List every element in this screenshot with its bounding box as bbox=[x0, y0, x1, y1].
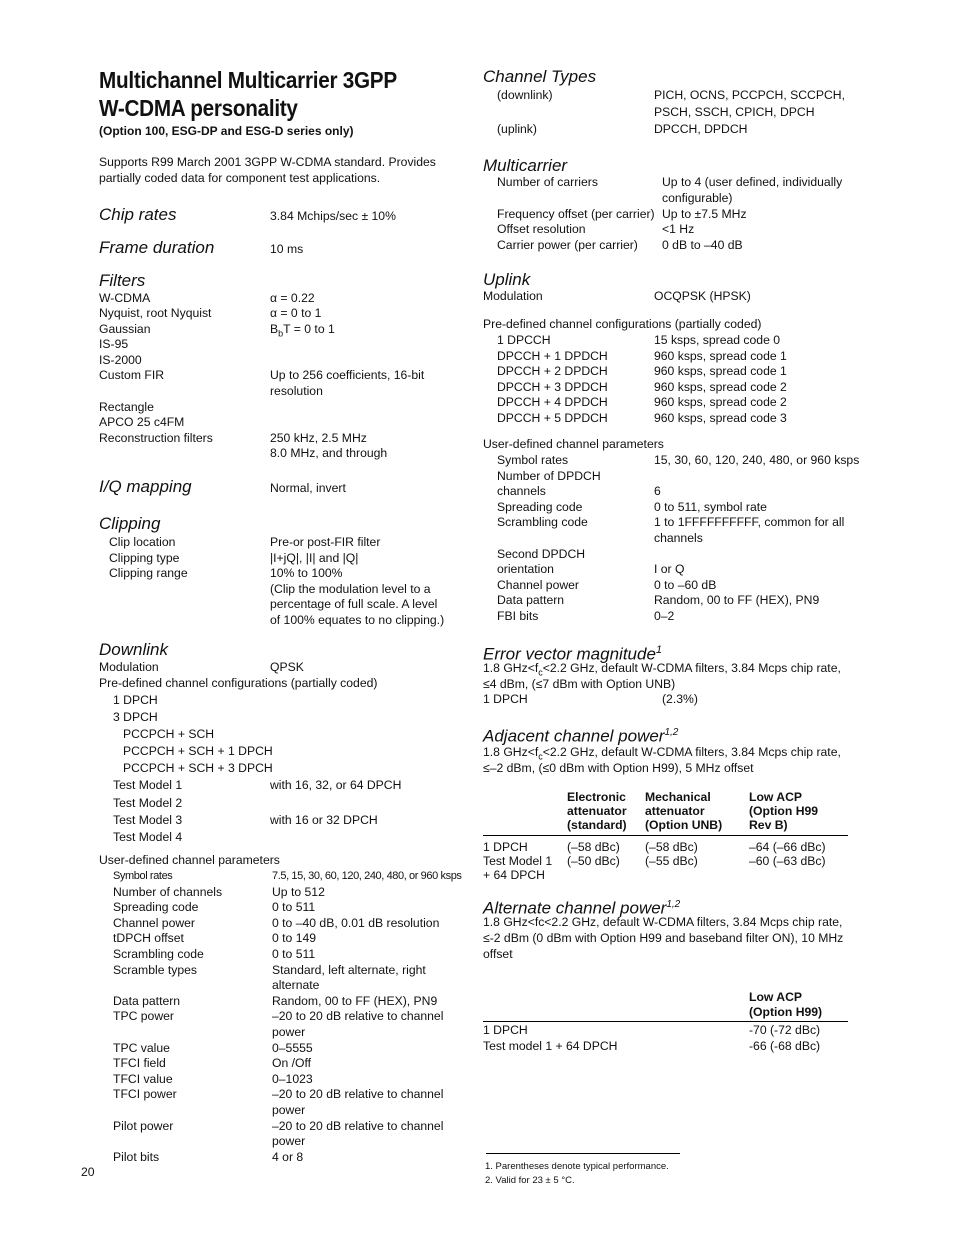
intro-text: Supports R99 March 2001 3GPP W-CDMA standard. Provides bbox=[99, 155, 436, 169]
downlink-config-row-label: Test Model 2 bbox=[113, 796, 183, 810]
multicarrier-row-value: Up to ±7.5 MHz bbox=[662, 207, 747, 221]
uplink-param-row-label: Scrambling code bbox=[497, 515, 588, 530]
downlink-param-row-label: TFCI field bbox=[113, 1056, 166, 1071]
downlink-predef-label: Pre-defined channel configurations (partially coded) bbox=[99, 676, 378, 690]
uplink-config-row-label: DPCCH + 1 DPDCH bbox=[497, 348, 608, 363]
channel-type-row-value: DPCCH, DPDCH bbox=[654, 122, 748, 136]
evm-conditions: ≤4 dBm, (≤7 dBm with Option UNB) bbox=[483, 677, 676, 691]
downlink-param-row-label: Number of channels bbox=[113, 884, 223, 899]
acp-col-header: Low ACP bbox=[749, 790, 803, 804]
uplink-param-row-label: Number of DPDCH bbox=[497, 468, 601, 483]
filter-row-value: Up to 256 coefficients, 16-bit bbox=[270, 368, 425, 382]
downlink-param-row-value: –20 to 20 dB relative to channel bbox=[272, 1009, 444, 1024]
uplink-param-row-label: Channel power bbox=[497, 577, 579, 592]
multicarrier-row-label: Carrier power (per carrier) bbox=[497, 238, 638, 252]
channel-type-row-value: PICH, OCNS, PCCPCH, SCCPCH, bbox=[654, 88, 845, 102]
downlink-config-row-label: PCCPCH + SCH bbox=[123, 727, 215, 741]
frame-duration-heading: Frame duration bbox=[99, 238, 215, 257]
uplink-param-row-label: Second DPDCH bbox=[497, 546, 586, 561]
downlink-modulation-label: Modulation bbox=[99, 660, 159, 674]
footnote: 1. Parentheses denote typical performance. bbox=[485, 1161, 669, 1172]
clipping-row-label: Clip location bbox=[109, 535, 176, 549]
clipping-row-label: Clipping type bbox=[109, 550, 180, 565]
multicarrier-heading: Multicarrier bbox=[483, 156, 568, 175]
uplink-param-row-value: 0–2 bbox=[654, 609, 675, 623]
filter-row-label: Rectangle bbox=[99, 400, 154, 414]
alt-cp-col-header: Low ACP bbox=[749, 990, 803, 1004]
downlink-heading: Downlink bbox=[99, 640, 168, 659]
alt-cp-cell: 1 DPCH bbox=[483, 1023, 528, 1037]
uplink-config-row-value: 960 ksps, spread code 2 bbox=[654, 379, 787, 394]
downlink-param-row-value: 7.5, 15, 30, 60, 120, 240, 480, or 960 ksps bbox=[272, 870, 462, 882]
downlink-param-row-value: alternate bbox=[272, 978, 320, 993]
uplink-param-row-label: orientation bbox=[497, 562, 554, 577]
acp-cell: –64 (–66 dBc) bbox=[749, 840, 826, 854]
downlink-userdef-label: User-defined channel parameters bbox=[99, 853, 280, 867]
downlink-param-row-label: TFCI value bbox=[113, 1071, 173, 1086]
downlink-param-row-label: Scramble types bbox=[113, 962, 197, 977]
clipping-row-value: Pre-or post-FIR filter bbox=[270, 535, 381, 549]
filter-row-label: IS-95 bbox=[99, 337, 129, 351]
uplink-param-row-label: Data pattern bbox=[497, 593, 565, 608]
multicarrier-row-value: <1 Hz bbox=[662, 222, 695, 236]
downlink-modulation-value: QPSK bbox=[270, 660, 304, 674]
acp-cell: (–58 dBc) bbox=[567, 840, 620, 854]
filter-row-label: W-CDMA bbox=[99, 291, 151, 305]
alt-cp-cell: -66 (-68 dBc) bbox=[749, 1039, 821, 1053]
channel-type-row-value: PSCH, SSCH, CPICH, DPCH bbox=[654, 105, 815, 119]
uplink-param-row-value: Random, 00 to FF (HEX), PN9 bbox=[654, 593, 820, 608]
multicarrier-row-value: configurable) bbox=[662, 191, 733, 205]
acp-col-header: Electronic bbox=[567, 790, 626, 804]
acp-heading: Adjacent channel power$^{1,2}$ bbox=[483, 726, 679, 746]
downlink-config-row-label: Test Model 3 bbox=[113, 813, 183, 827]
uplink-param-row-value: channels bbox=[654, 531, 703, 545]
uplink-param-row-value: 6 bbox=[654, 484, 661, 499]
uplink-param-row-label: Spreading code bbox=[497, 499, 583, 514]
acp-cell: (–58 dBc) bbox=[645, 840, 698, 854]
clipping-row-value: (Clip the modulation level to a bbox=[270, 581, 431, 596]
downlink-config-row-value: with 16, 32, or 64 DPCH bbox=[270, 778, 402, 792]
page-subtitle: (Option 100, ESG-DP and ESG-D series only) bbox=[99, 124, 354, 138]
filters-heading: Filters bbox=[99, 271, 146, 290]
acp-col-header: (standard) bbox=[567, 818, 627, 832]
alt-cp-conditions: 1.8 GHz<fc<2.2 GHz, default W-CDMA filters, 3.84 Mcps chip rate, bbox=[483, 915, 843, 929]
uplink-userdef-label: User-defined channel parameters bbox=[483, 437, 664, 451]
downlink-param-row-label: Pilot bits bbox=[113, 1149, 160, 1164]
filter-row-value: $B_bT = 0$ to 1 bbox=[270, 322, 335, 339]
downlink-param-row-label: TPC power bbox=[113, 1009, 174, 1024]
downlink-param-row-value: Up to 512 bbox=[272, 884, 325, 899]
acp-cell: (–55 dBc) bbox=[645, 854, 698, 868]
chip-rates-heading: Chip rates bbox=[99, 205, 177, 224]
downlink-param-row-value: power bbox=[272, 1103, 306, 1117]
filter-row-label: IS-2000 bbox=[99, 353, 142, 367]
downlink-param-row-value: 0 to –40 dB, 0.01 dB resolution bbox=[272, 915, 440, 930]
acp-col-header: attenuator bbox=[567, 804, 627, 818]
alt-cp-cell: Test model 1 + 64 DPCH bbox=[483, 1039, 618, 1053]
downlink-param-row-label: TPC value bbox=[113, 1040, 170, 1055]
multicarrier-row-label: Number of carriers bbox=[497, 175, 598, 189]
clipping-row-value: percentage of full scale. A level bbox=[270, 597, 438, 612]
downlink-config-row-label: PCCPCH + SCH + 1 DPCH bbox=[123, 744, 273, 758]
uplink-heading: Uplink bbox=[483, 270, 531, 289]
filter-row-value: resolution bbox=[270, 384, 323, 398]
downlink-config-row-value: with 16 or 32 DPCH bbox=[270, 813, 378, 827]
uplink-config-row-label: 1 DPCCH bbox=[497, 333, 551, 347]
alt-cp-conditions: ≤-2 dBm (0 dBm with Option H99 and baseband filter ON), 10 MHz bbox=[483, 931, 844, 945]
downlink-param-row-label: Channel power bbox=[113, 915, 195, 930]
evm-heading: Error vector magnitude$^1$ bbox=[483, 644, 663, 664]
acp-cell: Test Model 1 bbox=[483, 854, 553, 868]
uplink-modulation-label: Modulation bbox=[483, 289, 543, 303]
downlink-param-row-label: Pilot power bbox=[113, 1118, 174, 1133]
uplink-param-row-label: Symbol rates bbox=[497, 453, 569, 467]
alt-cp-cell: -70 (-72 dBc) bbox=[749, 1023, 821, 1037]
acp-col-header: Mechanical bbox=[645, 790, 711, 804]
acp-cell: –60 (–63 dBc) bbox=[749, 854, 826, 868]
uplink-param-row-value: 0 to 511, symbol rate bbox=[654, 499, 767, 514]
downlink-param-row-label: Scrambling code bbox=[113, 947, 204, 961]
filter-row-value: 250 kHz, 2.5 MHz bbox=[270, 431, 367, 445]
uplink-param-row-value: 1 to 1FFFFFFFFFF, common for all bbox=[654, 515, 845, 530]
channel-type-row-label: (downlink) bbox=[497, 88, 553, 102]
downlink-param-row-value: 4 or 8 bbox=[272, 1149, 304, 1164]
page-title-line2: W-CDMA personality bbox=[99, 95, 298, 121]
downlink-param-row-label: Data pattern bbox=[113, 993, 181, 1008]
uplink-param-row-value: 15, 30, 60, 120, 240, 480, or 960 ksps bbox=[654, 453, 860, 467]
alt-cp-conditions: offset bbox=[483, 947, 513, 961]
filter-row-value: 8.0 MHz, and through bbox=[270, 446, 388, 460]
uplink-config-row-label: DPCCH + 2 DPDCH bbox=[497, 364, 608, 379]
filter-row-value: α = 0.22 bbox=[270, 291, 315, 305]
alt-cp-heading: Alternate channel power$^{1,2}$ bbox=[483, 898, 681, 918]
uplink-config-row-label: DPCCH + 5 DPDCH bbox=[497, 411, 608, 425]
multicarrier-row-value: Up to 4 (user defined, individually bbox=[662, 175, 843, 189]
filter-row-label: APCO 25 c4FM bbox=[99, 415, 185, 429]
acp-col-header: attenuator bbox=[645, 804, 705, 818]
page-number: 20 bbox=[81, 1165, 95, 1179]
downlink-param-row-value: Random, 00 to FF (HEX), PN9 bbox=[272, 993, 438, 1008]
acp-table-rule bbox=[483, 835, 848, 836]
uplink-config-row-value: 15 ksps, spread code 0 bbox=[654, 333, 781, 347]
multicarrier-row-label: Offset resolution bbox=[497, 222, 586, 236]
uplink-param-row-value: I or Q bbox=[654, 562, 685, 577]
downlink-param-row-value: 0 to 511 bbox=[272, 947, 316, 961]
acp-col-header: (Option UNB) bbox=[645, 818, 723, 832]
iq-mapping-heading: I/Q mapping bbox=[99, 477, 192, 496]
filter-row-value: α = 0 to 1 bbox=[270, 306, 322, 320]
alt-cp-col-header: (Option H99) bbox=[749, 1005, 823, 1019]
filter-row-label: Reconstruction filters bbox=[99, 431, 213, 445]
intro-text: partially coded data for component test applications. bbox=[99, 171, 381, 185]
uplink-config-row-label: DPCCH + 3 DPDCH bbox=[497, 379, 608, 394]
downlink-config-row-label: PCCPCH + SCH + 3 DPCH bbox=[123, 761, 273, 775]
downlink-config-row-label: Test Model 1 bbox=[113, 778, 183, 792]
downlink-param-row-value: –20 to 20 dB relative to channel bbox=[272, 1087, 444, 1102]
clipping-row-value: of 100% equates to no clipping.) bbox=[270, 613, 445, 627]
downlink-param-row-label: Symbol rates bbox=[113, 870, 173, 882]
downlink-param-row-value: 0 to 149 bbox=[272, 931, 317, 946]
downlink-param-row-label: TFCI power bbox=[113, 1087, 177, 1102]
uplink-param-row-label: channels bbox=[497, 484, 546, 499]
downlink-param-row-value: 0–1023 bbox=[272, 1071, 313, 1086]
acp-col-header: Rev B) bbox=[749, 818, 788, 832]
uplink-config-row-value: 960 ksps, spread code 1 bbox=[654, 348, 787, 363]
uplink-config-row-value: 960 ksps, spread code 3 bbox=[654, 411, 787, 425]
downlink-param-row-label: tDPCH offset bbox=[113, 931, 184, 946]
footnote-rule bbox=[486, 1153, 680, 1154]
clipping-heading: Clipping bbox=[99, 514, 161, 533]
downlink-config-row-label: 1 DPCH bbox=[113, 693, 158, 707]
downlink-config-row-label: Test Model 4 bbox=[113, 830, 183, 844]
iq-mapping-value: Normal, invert bbox=[270, 481, 346, 495]
acp-conditions: ≤–2 dBm, (≤0 dBm with Option H99), 5 MHz offset bbox=[483, 761, 754, 775]
uplink-param-row-value: 0 to –60 dB bbox=[654, 577, 717, 592]
clipping-row-value: |I+jQ|, |I| and |Q| bbox=[270, 550, 359, 565]
acp-cell: + 64 DPCH bbox=[483, 868, 545, 882]
chip-rates-value: 3.84 Mchips/sec ± 10% bbox=[270, 209, 396, 223]
evm-row-value: (2.3%) bbox=[662, 692, 698, 706]
acp-col-header: (Option H99 bbox=[749, 804, 819, 818]
uplink-config-row-value: 960 ksps, spread code 2 bbox=[654, 395, 787, 410]
downlink-param-row-value: 0–5555 bbox=[272, 1040, 313, 1055]
multicarrier-row-label: Frequency offset (per carrier) bbox=[497, 207, 655, 221]
downlink-param-row-value: –20 to 20 dB relative to channel bbox=[272, 1118, 444, 1133]
clipping-row-label: Clipping range bbox=[109, 566, 188, 581]
downlink-param-row-value: Standard, left alternate, right bbox=[272, 962, 426, 977]
acp-conditions: 1.8 $GHz<f_c<2.2$ GHz, default W-CDMA filters, 3.84 Mcps chip rate, bbox=[483, 745, 841, 762]
evm-row-label: 1 DPCH bbox=[483, 692, 528, 706]
filter-row-label: Custom FIR bbox=[99, 368, 165, 382]
downlink-param-row-value: power bbox=[272, 1025, 306, 1039]
downlink-param-row-value: power bbox=[272, 1134, 306, 1149]
filter-row-label: Nyquist, root Nyquist bbox=[99, 306, 212, 320]
multicarrier-row-value: 0 dB to –40 dB bbox=[662, 238, 743, 252]
acp-cell: (–50 dBc) bbox=[567, 854, 620, 868]
frame-duration-value: 10 ms bbox=[270, 242, 304, 256]
downlink-param-row-value: On /Off bbox=[272, 1056, 312, 1071]
downlink-config-row-label: 3 DPCH bbox=[113, 710, 158, 724]
acp-cell: 1 DPCH bbox=[483, 840, 528, 854]
filter-row-label: Gaussian bbox=[99, 322, 151, 336]
page-title-line1: Multichannel Multicarrier 3GPP bbox=[99, 67, 397, 93]
footnote: 2. Valid for 23 ± 5 °C. bbox=[485, 1175, 575, 1186]
evm-conditions: 1.8 $GHz<f_c<2.2$ GHz, default W-CDMA filters, 3.84 Mcps chip rate, bbox=[483, 661, 841, 678]
channel-types-heading: Channel Types bbox=[483, 67, 597, 86]
uplink-config-row-value: 960 ksps, spread code 1 bbox=[654, 364, 787, 379]
uplink-predef-label: Pre-defined channel configurations (partially coded) bbox=[483, 317, 762, 331]
uplink-config-row-label: DPCCH + 4 DPDCH bbox=[497, 395, 608, 410]
downlink-param-row-label: Spreading code bbox=[113, 900, 199, 915]
alt-cp-table-rule bbox=[483, 1021, 848, 1022]
downlink-param-row-value: 0 to 511 bbox=[272, 900, 316, 915]
uplink-param-row-label: FBI bits bbox=[497, 609, 539, 623]
channel-type-row-label: (uplink) bbox=[497, 122, 537, 136]
clipping-row-value: 10% to 100% bbox=[270, 566, 343, 581]
uplink-modulation-value: OCQPSK (HPSK) bbox=[654, 289, 751, 303]
